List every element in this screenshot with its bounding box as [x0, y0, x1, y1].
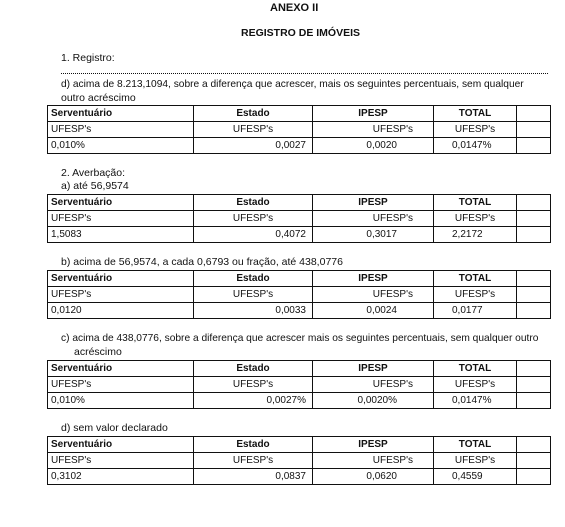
value-cell: 0,010% — [48, 393, 194, 409]
header-cell: Serventuário — [48, 271, 194, 287]
value-cell: 0,4559 — [434, 469, 517, 485]
table-header-row — [48, 271, 551, 287]
header-cell — [517, 195, 551, 211]
value-cell — [517, 227, 551, 243]
header-cell: TOTAL — [434, 106, 517, 122]
unit-cell: UFESP's — [194, 211, 313, 227]
page-title: REGISTRO DE IMÓVEIS — [241, 27, 361, 39]
table-row — [48, 138, 551, 154]
fee-table-3 — [47, 270, 551, 319]
section-1-item-d-line2: outro acréscimo — [61, 92, 136, 104]
unit-cell: UFESP's — [48, 211, 194, 227]
unit-cell: UFESP's — [194, 122, 313, 138]
section-2-item-d: d) sem valor declarado — [61, 422, 168, 434]
section-2-item-a: a) até 56,9574 — [61, 180, 129, 192]
unit-cell: UFESP's — [434, 287, 517, 303]
fee-table-2 — [47, 194, 551, 243]
table-row — [48, 211, 551, 227]
unit-cell — [517, 287, 551, 303]
header-cell: IPESP — [313, 437, 434, 453]
value-cell: 1,5083 — [48, 227, 194, 243]
header-cell: IPESP — [313, 195, 434, 211]
value-cell: 0,3017 — [313, 227, 434, 243]
unit-cell — [517, 377, 551, 393]
unit-cell: UFESP's — [313, 287, 434, 303]
value-cell: 0,4072 — [194, 227, 313, 243]
unit-cell: UFESP's — [194, 377, 313, 393]
value-cell — [517, 469, 551, 485]
unit-cell: UFESP's — [48, 377, 194, 393]
header-cell: Estado — [194, 361, 313, 377]
unit-cell — [517, 122, 551, 138]
section-2-item-c-line2: acréscimo — [74, 346, 122, 358]
header-cell: Estado — [194, 271, 313, 287]
unit-cell — [517, 211, 551, 227]
value-cell: 0,0020% — [313, 393, 434, 409]
table-header-row — [48, 361, 551, 377]
annex-label: ANEXO II — [270, 2, 319, 14]
unit-cell: UFESP's — [313, 122, 434, 138]
unit-cell: UFESP's — [434, 122, 517, 138]
table-header-row — [48, 106, 551, 122]
value-cell: 0,0620 — [313, 469, 434, 485]
table-row — [48, 393, 551, 409]
unit-cell — [517, 453, 551, 469]
table-header-row — [48, 437, 551, 453]
header-cell — [517, 361, 551, 377]
header-cell — [517, 271, 551, 287]
value-cell: 0,0020 — [313, 138, 434, 154]
table-row — [48, 303, 551, 319]
unit-cell: UFESP's — [313, 211, 434, 227]
section-2-item-c-line1: c) acima de 438,0776, sobre a diferença que acrescer mais os seguintes percentuais, sem qualquer outro — [61, 333, 539, 344]
value-cell: 0,0120 — [48, 303, 194, 319]
unit-cell: UFESP's — [194, 453, 313, 469]
header-cell: IPESP — [313, 271, 434, 287]
value-cell: 0,0177 — [434, 303, 517, 319]
header-cell: Estado — [194, 106, 313, 122]
header-cell: Serventuário — [48, 437, 194, 453]
unit-cell: UFESP's — [194, 287, 313, 303]
header-cell: Serventuário — [48, 361, 194, 377]
table-row — [48, 287, 551, 303]
section-1-item-d-line1: d) acima de 8.213,1094, sobre a diferença que acrescer, mais os seguintes percentuais, sem qualquer — [61, 79, 524, 90]
unit-cell: UFESP's — [48, 122, 194, 138]
fee-table-1 — [47, 105, 551, 154]
unit-cell: UFESP's — [313, 453, 434, 469]
unit-cell: UFESP's — [48, 453, 194, 469]
table-row — [48, 377, 551, 393]
table-row — [48, 453, 551, 469]
header-cell: TOTAL — [434, 437, 517, 453]
table-row — [48, 469, 551, 485]
unit-cell: UFESP's — [434, 211, 517, 227]
header-cell: TOTAL — [434, 195, 517, 211]
value-cell: 0,0024 — [313, 303, 434, 319]
section-2-heading: 2. Averbação: — [61, 167, 126, 179]
header-cell: IPESP — [313, 361, 434, 377]
section-1-heading: 1. Registro: — [61, 52, 115, 64]
header-cell: TOTAL — [434, 361, 517, 377]
value-cell: 0,010% — [48, 138, 194, 154]
header-cell: Estado — [194, 195, 313, 211]
unit-cell: UFESP's — [313, 377, 434, 393]
header-cell — [517, 106, 551, 122]
unit-cell: UFESP's — [434, 377, 517, 393]
table-row — [48, 227, 551, 243]
value-cell: 0,0027 — [194, 138, 313, 154]
header-cell: Estado — [194, 437, 313, 453]
value-cell — [517, 303, 551, 319]
section-2-item-b: b) acima de 56,9574, a cada 0,6793 ou fração, até 438,0776 — [61, 256, 343, 268]
value-cell: 0,3102 — [48, 469, 194, 485]
fee-table-4 — [47, 360, 551, 409]
table-row — [48, 122, 551, 138]
header-cell: Serventuário — [48, 106, 194, 122]
value-cell: 0,0147% — [434, 393, 517, 409]
value-cell: 2,2172 — [434, 227, 517, 243]
value-cell — [517, 393, 551, 409]
value-cell: 0,0033 — [194, 303, 313, 319]
header-cell — [517, 437, 551, 453]
unit-cell: UFESP's — [434, 453, 517, 469]
table-header-row — [48, 195, 551, 211]
value-cell: 0,0147% — [434, 138, 517, 154]
value-cell: 0,0027% — [194, 393, 313, 409]
value-cell: 0,0837 — [194, 469, 313, 485]
value-cell — [517, 138, 551, 154]
header-cell: TOTAL — [434, 271, 517, 287]
dotted-separator — [61, 73, 548, 74]
header-cell: IPESP — [313, 106, 434, 122]
unit-cell: UFESP's — [48, 287, 194, 303]
header-cell: Serventuário — [48, 195, 194, 211]
fee-table-5 — [47, 436, 551, 485]
